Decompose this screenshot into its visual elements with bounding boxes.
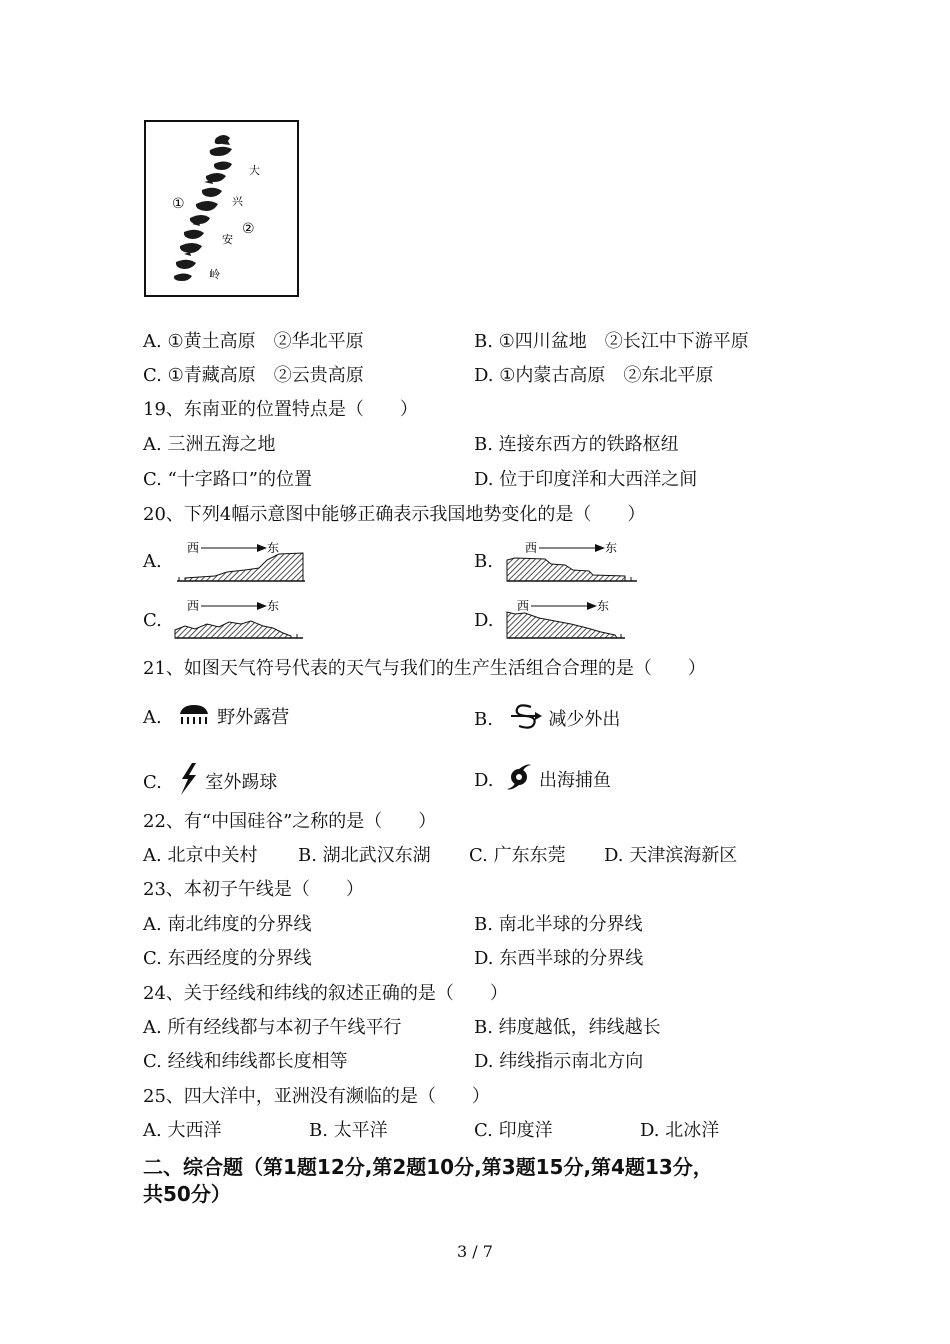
q20-option-c-label[interactable]: C. [143,610,162,631]
q23-option-a[interactable]: A. 南北纬度的分界线 [143,914,312,935]
q19-option-a[interactable]: A. 三洲五海之地 [143,434,276,455]
q23-stem: 23、本初子午线是（ ） [143,879,364,900]
q18-option-b[interactable]: B. ①四川盆地 ②长江中下游平原 [474,331,749,352]
thunder-icon [176,762,200,796]
q21-option-b[interactable] [474,703,620,732]
q21-d-text: 出海捕鱼 [538,770,611,791]
q19-option-c[interactable]: C. “十字路口”的位置 [143,469,312,490]
section-2-heading-line-1: 二、综合题（第1题12分,第2题10分,第3题15分,第4题13分， [143,1155,713,1179]
rain-icon [177,703,211,727]
mountain-range-map [144,120,299,297]
q20-stem: 20、下列4幅示意图中能够正确表示我国地势变化的是（ ） [143,504,646,525]
q21-a-letter: A. [143,707,162,728]
q22-option-a[interactable]: A. 北京中关村 [143,845,258,866]
q22-option-d[interactable]: D. 天津滨海新区 [604,845,738,866]
q23-option-d[interactable]: D. 东西半球的分界线 [474,948,644,969]
q20-option-d-label[interactable]: D. [474,610,494,631]
q24-stem: 24、关于经线和纬线的叙述正确的是（ ） [143,983,508,1004]
q20-option-a-label[interactable]: A. [143,551,162,572]
range-char-1: 大 [249,164,260,177]
q21-a-text: 野外露营 [217,707,290,728]
q19-option-b[interactable]: B. 连接东西方的铁路枢纽 [474,434,679,455]
q21-option-d[interactable] [474,762,611,793]
q21-b-letter: B. [474,709,493,730]
range-char-2: 兴 [232,195,243,208]
map-figure [144,120,299,297]
west-label: 西 [525,541,538,555]
east-label: 东 [605,541,618,555]
q20-diagram-d[interactable] [505,596,640,648]
q24-option-d[interactable]: D. 纬线指示南北方向 [474,1051,644,1072]
q25-option-c[interactable]: C. 印度洋 [474,1120,553,1141]
q24-option-c[interactable]: C. 经线和纬线都长度相等 [143,1051,348,1072]
q24-option-a[interactable]: A. 所有经线都与本初子午线平行 [143,1017,402,1038]
q21-b-text: 减少外出 [548,709,621,730]
q23-option-b[interactable]: B. 南北半球的分界线 [474,914,643,935]
west-label: 西 [187,541,200,555]
q21-d-letter: D. [474,770,494,791]
q21-option-c[interactable] [143,762,277,796]
q25-option-b[interactable]: B. 太平洋 [309,1120,388,1141]
q22-option-c[interactable]: C. 广东东莞 [469,845,566,866]
q25-stem: 25、四大洋中，亚洲没有濒临的是（ ） [143,1086,490,1107]
sandstorm-icon [509,703,543,731]
range-char-4: 岭 [209,268,220,281]
q19-stem: 19、东南亚的位置特点是（ ） [143,399,418,420]
east-label: 东 [267,599,280,613]
q18-option-c[interactable]: C. ①青藏高原 ②云贵高原 [143,365,364,386]
typhoon-icon [505,762,533,792]
east-label: 东 [597,599,610,613]
west-label: 西 [517,599,530,613]
q21-option-a[interactable] [143,703,289,730]
q22-stem: 22、有“中国硅谷”之称的是（ ） [143,811,437,832]
range-char-3: 安 [222,233,233,246]
east-label: 东 [267,541,280,555]
q20-option-b-label[interactable]: B. [474,551,493,572]
q20-diagram-b[interactable] [505,538,640,590]
q20-diagram-a[interactable] [175,538,310,590]
q21-stem: 21、如图天气符号代表的天气与我们的生产生活组合合理的是（ ） [143,658,706,679]
q24-option-b[interactable]: B. 纬度越低，纬线越长 [474,1017,661,1038]
q23-option-c[interactable]: C. 东西经度的分界线 [143,948,312,969]
q18-option-d[interactable]: D. ①内蒙古高原 ②东北平原 [474,365,714,386]
section-2-heading-line-2: 共50分） [143,1182,231,1206]
marker-2: ② [242,221,255,237]
west-label: 西 [187,599,200,613]
q20-diagram-c[interactable] [173,596,308,648]
q25-option-a[interactable]: A. 大西洋 [143,1120,222,1141]
marker-1: ① [172,196,185,212]
page-number: 3 / 7 [457,1242,493,1261]
q22-option-b[interactable]: B. 湖北武汉东湖 [298,845,431,866]
q25-option-d[interactable]: D. 北冰洋 [640,1120,720,1141]
q21-c-letter: C. [143,772,162,793]
q18-option-a[interactable]: A. ①黄土高原 ②华北平原 [143,331,364,352]
q19-option-d[interactable]: D. 位于印度洋和大西洋之间 [474,469,698,490]
q21-c-text: 室外踢球 [205,772,278,793]
